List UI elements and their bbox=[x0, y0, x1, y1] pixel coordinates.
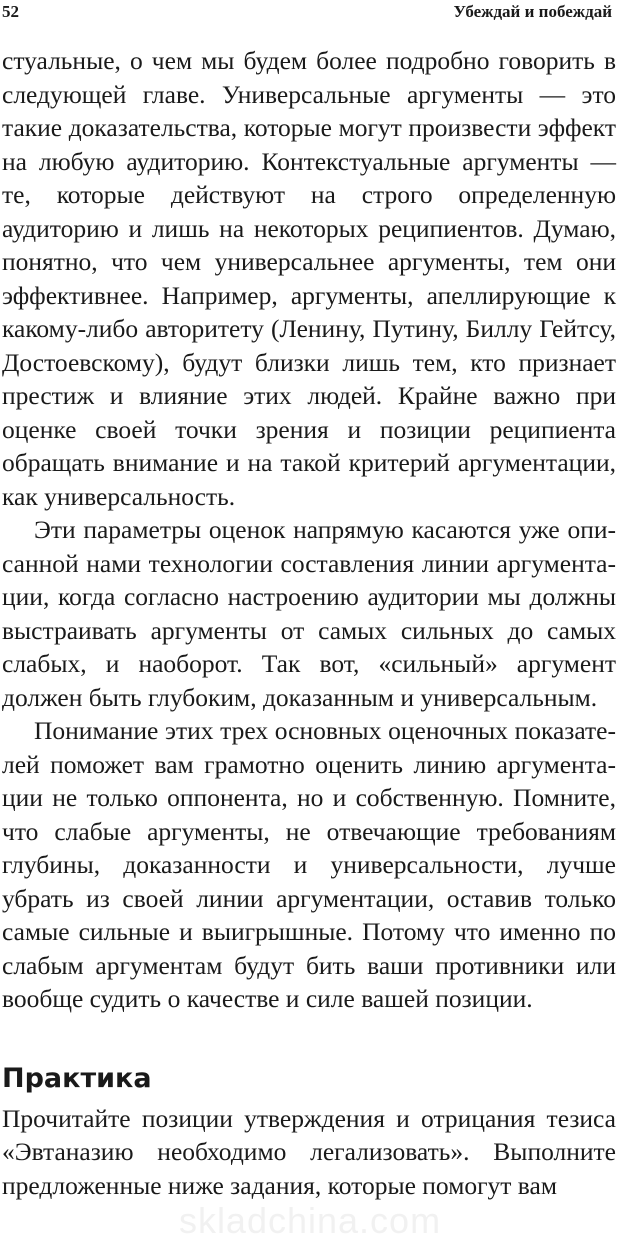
paragraph: Эти параметры оценок напрямую касаются уже описанной нами технологии составления линии аргументации, когда согласно настроению аудитории мы должны выстраивать аргументы от самых сильных до самых слабых, и наоборот. Так вот, «сильный» аргумент должен быть глубоким, доказанным и универсальным. bbox=[2, 515, 616, 712]
page-number: 52 bbox=[2, 2, 19, 21]
paragraph-continuation: стуальные, о чем мы будем более подробно говорить в следующей главе. Универсальные аргументы — это такие доказательства, которые могут произвести эффект на любую аудиторию. Контекстуальные аргументы — те, которые действуют на строго определенную аудиторию и лишь на некоторых реципиентов. Думаю, понятно, что чем универсальнее аргументы, тем они эффективнее. Например, аргументы, апеллирующие к какому-либо авторитету (Ленину, Путину, Биллу Гейтсу, Достоевскому), будут близки лишь тем, кто признает престиж и влияние этих людей. Крайне важно при оценке своей точки зрения и позиции реципиента обращать внимание и на такой критерий аргументации, как универсальность. bbox=[2, 46, 616, 511]
paragraph: Понимание этих трех основных оценочных показателей поможет вам грамотно оценить линию аргументации не только оппонента, но и собственную. Помните, что слабые аргументы, не отвечающие требованиям глубины, доказанности и универсальности, лучше убрать из своей линии аргументации, оставив только самые сильные и выигрышные. Потому что именно по слабым аргументам будут бить ваши противники или вообще судить о качестве и силе вашей позиции. bbox=[2, 716, 616, 1013]
watermark: skladchina.com bbox=[178, 1200, 442, 1241]
section-heading: Практика bbox=[2, 1062, 152, 1094]
running-title: Убеждай и побеждай bbox=[453, 2, 612, 21]
page-content bbox=[2, 44, 616, 1202]
page-header bbox=[0, 0, 620, 28]
section-paragraph: Прочитайте позиции утверждения и отрицания тезиса «Эвтаназию необходимо легализовать». Выполните предложенные ниже задания, которые помогут вам bbox=[2, 1103, 616, 1200]
